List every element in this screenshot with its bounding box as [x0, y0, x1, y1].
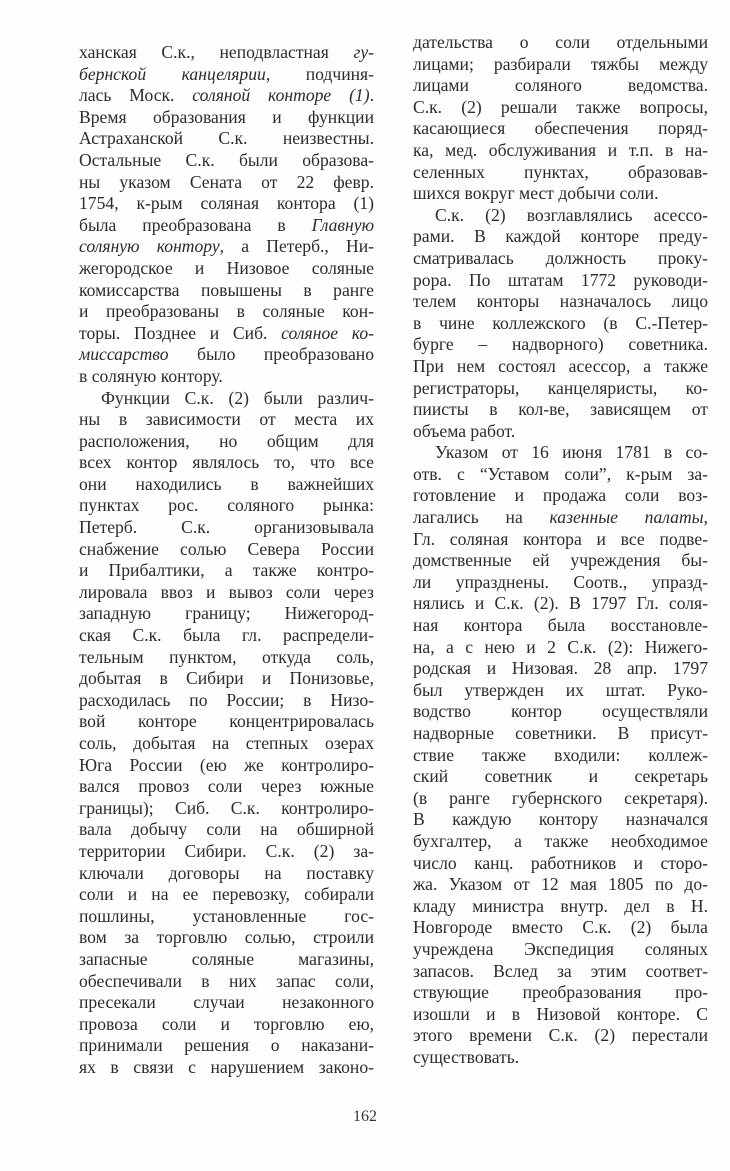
text-line	[413, 205, 708, 227]
text-line	[413, 1047, 708, 1069]
text-line	[413, 313, 708, 335]
text-line	[79, 344, 374, 366]
italic-term: казенные палаты	[549, 507, 704, 528]
text-line	[413, 291, 708, 313]
text-line	[413, 572, 708, 594]
text-line	[79, 863, 374, 885]
italic-term: гу-	[353, 42, 374, 62]
text-run: , а Петерб., Ни-	[219, 236, 374, 257]
text-line	[79, 193, 374, 215]
text-line	[79, 906, 374, 928]
paragraph	[413, 442, 708, 1068]
text-line	[413, 939, 708, 961]
text-line	[413, 1004, 708, 1026]
text-run: ский советник и секретарь	[413, 766, 708, 787]
text-line	[413, 831, 708, 853]
text-line	[413, 853, 708, 875]
text-run: был утвержден их штат. Руко-	[413, 679, 708, 700]
text-line	[413, 766, 708, 788]
text-run: ,	[703, 507, 708, 528]
text-run: комиссарства повышены в ранге	[79, 279, 374, 300]
text-run: расположения, но общим для	[79, 430, 374, 451]
text-run: соль, добытая на степных озерах	[79, 733, 374, 753]
right-column	[413, 32, 708, 1069]
text-line	[413, 896, 708, 918]
text-run: в чине коллежского (в С.-Петер-	[413, 312, 708, 333]
text-run: соли и на ее перевозку, собирали	[79, 884, 374, 905]
text-line	[413, 485, 708, 507]
text-run: ны указом Сената от 22 февр.	[79, 171, 374, 192]
text-run: жа. Указом от 12 мая 1805 по до-	[413, 874, 708, 895]
text-run: (в ранге губернского секретаря).	[413, 787, 708, 808]
text-run: лировала ввоз и вывоз соли через	[79, 581, 374, 602]
text-run: снабжение солью Севера России	[79, 538, 374, 559]
text-run: лицами соляного ведомства.	[413, 75, 708, 96]
text-line	[413, 75, 708, 97]
text-run: и Прибалтики, а также контро-	[79, 560, 374, 581]
text-line	[413, 788, 708, 810]
text-line	[79, 215, 374, 237]
text-run: С.к. (2) возглавлялись асессо-	[435, 204, 708, 225]
text-run: ключали договоры на поставку	[79, 862, 374, 883]
text-run: Указом от 16 июня 1781 в со-	[435, 442, 708, 463]
text-line	[413, 701, 708, 723]
text-line	[79, 539, 374, 561]
text-line	[79, 150, 374, 172]
text-line	[413, 637, 708, 659]
text-line	[79, 711, 374, 733]
text-run: пунктах рос. соляного рынка:	[79, 495, 374, 516]
paragraph	[79, 388, 374, 1079]
text-run: ны в зависимости от места их	[79, 409, 374, 430]
text-line	[413, 658, 708, 680]
text-line	[79, 388, 374, 410]
text-run: В каждую контору назначался	[413, 809, 708, 830]
text-run: торы. Позднее и Сиб.	[79, 322, 282, 343]
text-run: , подчиня-	[265, 63, 374, 84]
text-run: ях в связи с нарушением законо-	[79, 1056, 374, 1077]
text-line	[79, 949, 374, 971]
text-line	[79, 236, 374, 258]
text-run: телем конторы назначалось лицо	[413, 291, 708, 312]
text-run: пиисты в кол-ве, зависящем от	[413, 399, 708, 420]
text-line	[79, 992, 374, 1014]
text-line	[79, 690, 374, 712]
text-run: ли упразднены. Соотв., упразд-	[413, 571, 708, 592]
text-line	[79, 971, 374, 993]
text-line	[413, 356, 708, 378]
text-run: При нем состоял асессор, а также	[413, 355, 708, 376]
text-line	[413, 248, 708, 270]
text-line	[79, 755, 374, 777]
text-run: ка, мед. обслуживания и т.п. в на-	[413, 139, 708, 160]
text-run: территории Сибири. С.к. (2) за-	[79, 840, 374, 861]
text-run: надворные советники. В присут-	[413, 723, 708, 743]
text-line	[413, 162, 708, 184]
text-line	[79, 776, 374, 798]
text-line	[413, 680, 708, 702]
text-run: Гл. соляная контора и все подве-	[413, 528, 708, 549]
text-line	[413, 140, 708, 162]
text-line	[413, 226, 708, 248]
text-run: дательства о соли отдельными	[413, 32, 708, 52]
italic-term: соляное ко-	[281, 322, 374, 343]
paragraph	[413, 205, 708, 443]
page-number: 162	[353, 1108, 377, 1125]
text-run: Функции С.к. (2) были различ-	[101, 387, 374, 408]
text-line	[413, 399, 708, 421]
text-line	[413, 550, 708, 572]
text-run: объема работ.	[413, 420, 516, 441]
text-run: жегородское и Низовое соляные	[79, 257, 374, 278]
text-line	[79, 107, 374, 129]
text-run: была преобразована в	[79, 214, 312, 235]
text-run: запасные соляные магазины,	[79, 948, 374, 969]
text-line	[79, 258, 374, 280]
text-line	[79, 733, 374, 755]
text-run: вом за торговлю солью, строили	[79, 927, 374, 948]
text-line	[79, 625, 374, 647]
text-run: ская С.к. была гл. распредели-	[79, 625, 374, 646]
text-line	[413, 421, 708, 443]
text-run: расходилась по России; в Низо-	[79, 689, 374, 710]
text-run: Юга России (ею же контролиро-	[79, 754, 374, 775]
text-line	[413, 917, 708, 939]
text-run: в соляную контору.	[79, 365, 223, 386]
text-run: сматривалась должность проку-	[413, 247, 708, 268]
text-run: было преобразовано	[168, 344, 374, 365]
text-run: пошлины, установленные гос-	[79, 905, 374, 926]
text-line	[79, 128, 374, 150]
text-line	[413, 32, 708, 54]
text-run: границы); Сиб. С.к. контролиро-	[79, 797, 374, 818]
text-line	[413, 97, 708, 119]
text-run: С.к. (2) решали также вопросы,	[413, 96, 708, 117]
text-run: рами. В каждой конторе преду-	[413, 226, 708, 247]
text-line	[79, 560, 374, 582]
text-line	[79, 603, 374, 625]
italic-term: соляную контору	[79, 236, 220, 257]
text-run: тельным пунктом, откуда соль,	[79, 646, 374, 667]
text-line	[413, 615, 708, 637]
text-line	[413, 529, 708, 551]
italic-term: миссарство	[79, 344, 169, 365]
text-line	[79, 647, 374, 669]
text-run: и преобразованы в соляные кон-	[79, 301, 374, 322]
text-run: лась Моск.	[79, 85, 193, 106]
text-run: запасов. Вслед за этим соответ-	[413, 960, 708, 981]
text-line	[413, 54, 708, 76]
text-line	[79, 431, 374, 453]
text-run: западную границу; Нижегород-	[79, 603, 374, 624]
text-run: 1754, к-рым соляная контора (1)	[79, 193, 374, 214]
text-line	[79, 474, 374, 496]
text-run: регистраторы, канцеляристы, ко-	[413, 377, 708, 398]
text-line	[79, 172, 374, 194]
text-run: кладу министра внутр. дел в Н.	[413, 895, 708, 916]
left-column	[79, 42, 374, 1079]
text-line	[79, 1057, 374, 1079]
text-run: этого времени С.к. (2) перестали	[413, 1025, 708, 1046]
text-line	[413, 723, 708, 745]
text-run: существовать.	[413, 1046, 520, 1067]
text-line	[413, 507, 708, 529]
text-run: ствие также входили: коллеж-	[413, 744, 708, 765]
text-line	[79, 64, 374, 86]
text-run: принимали решения о наказани-	[79, 1035, 374, 1056]
text-line	[79, 495, 374, 517]
text-run: ханская С.к., неподвластная	[79, 42, 354, 62]
text-line	[79, 85, 374, 107]
paragraph	[79, 42, 374, 388]
text-run: бухгалтер, а также необходимое	[413, 830, 708, 851]
text-line	[79, 280, 374, 302]
text-run: касающиеся обеспечения поряд-	[413, 118, 708, 139]
text-run: вала добычу соли на обширной	[79, 819, 374, 840]
text-run: селенных пунктах, образовав-	[413, 161, 708, 182]
text-line	[79, 819, 374, 841]
paragraph	[413, 32, 708, 205]
text-run: Время образования и функции	[79, 106, 374, 127]
text-line	[79, 798, 374, 820]
text-run: отв. с “Уставом соли”, к-рым за-	[413, 463, 708, 484]
text-line	[79, 323, 374, 345]
text-run: на, а с нею и 2 С.к. (2): Нижего-	[413, 636, 708, 657]
text-run: вой конторе концентрировалась	[79, 711, 374, 732]
text-run: домственные ей учреждения бы-	[413, 550, 708, 571]
text-line	[413, 745, 708, 767]
text-line	[79, 452, 374, 474]
text-run: .	[369, 85, 374, 106]
text-run: обеспечивали в них запас соли,	[79, 970, 374, 991]
text-line	[79, 927, 374, 949]
text-run: провоза соли и торговлю ею,	[79, 1013, 374, 1034]
text-line	[79, 1035, 374, 1057]
text-line	[413, 961, 708, 983]
text-line	[413, 1025, 708, 1047]
text-run: Петерб. С.к. организовывала	[79, 517, 374, 538]
text-line	[79, 517, 374, 539]
text-run: изошли и в Низовой конторе. С	[413, 1003, 708, 1024]
italic-term: Главную	[311, 214, 374, 235]
text-run: Новгороде вместо С.к. (2) была	[413, 917, 708, 938]
text-line	[413, 874, 708, 896]
text-line	[79, 409, 374, 431]
text-line	[413, 982, 708, 1004]
text-line	[413, 464, 708, 486]
text-line	[79, 668, 374, 690]
text-run: учреждена Экспедиция соляных	[413, 938, 708, 959]
italic-term: бернской канцелярии	[79, 63, 266, 84]
italic-term: соляной конторе (1)	[192, 85, 370, 106]
text-line	[413, 593, 708, 615]
text-run: пресекали случаи незаконного	[79, 992, 374, 1013]
text-run: бурге – надворного) советника.	[413, 334, 708, 355]
text-run: число канц. работников и сторо-	[413, 852, 708, 873]
text-run: шихся вокруг мест добычи соли.	[413, 183, 659, 204]
text-run: водство контор осуществляли	[413, 701, 708, 722]
text-line	[413, 334, 708, 356]
text-run: лагались на	[413, 507, 550, 528]
text-line	[413, 442, 708, 464]
text-run: всех контор являлось то, что все	[79, 452, 374, 473]
text-line	[79, 366, 374, 388]
text-run: рора. По штатам 1772 руководи-	[413, 269, 708, 290]
text-line	[413, 270, 708, 292]
text-run: ная контора была восстановле-	[413, 615, 708, 636]
text-run: родская и Низовая. 28 апр. 1797	[413, 658, 708, 679]
text-run: вался провоз соли через южные	[79, 776, 374, 797]
text-line	[413, 118, 708, 140]
text-line	[413, 809, 708, 831]
text-run: нялись и С.к. (2). В 1797 Гл. соля-	[413, 593, 708, 614]
text-run: лицами; разбирали тяжбы между	[413, 53, 708, 74]
text-line	[413, 378, 708, 400]
text-run: Астраханской С.к. неизвестны.	[79, 128, 374, 149]
text-line	[79, 582, 374, 604]
text-line	[79, 1014, 374, 1036]
text-line	[413, 183, 708, 205]
text-run: Остальные С.к. были образова-	[79, 149, 374, 170]
text-line	[79, 841, 374, 863]
text-run: добытая в Сибири и Понизовье,	[79, 668, 374, 689]
text-run: они находились в важнейших	[79, 473, 374, 494]
text-line	[79, 884, 374, 906]
text-run: готовление и продажа соли воз-	[413, 485, 708, 506]
text-run: ствующие преобразования про-	[413, 982, 708, 1003]
text-line	[79, 42, 374, 64]
text-line	[79, 301, 374, 323]
